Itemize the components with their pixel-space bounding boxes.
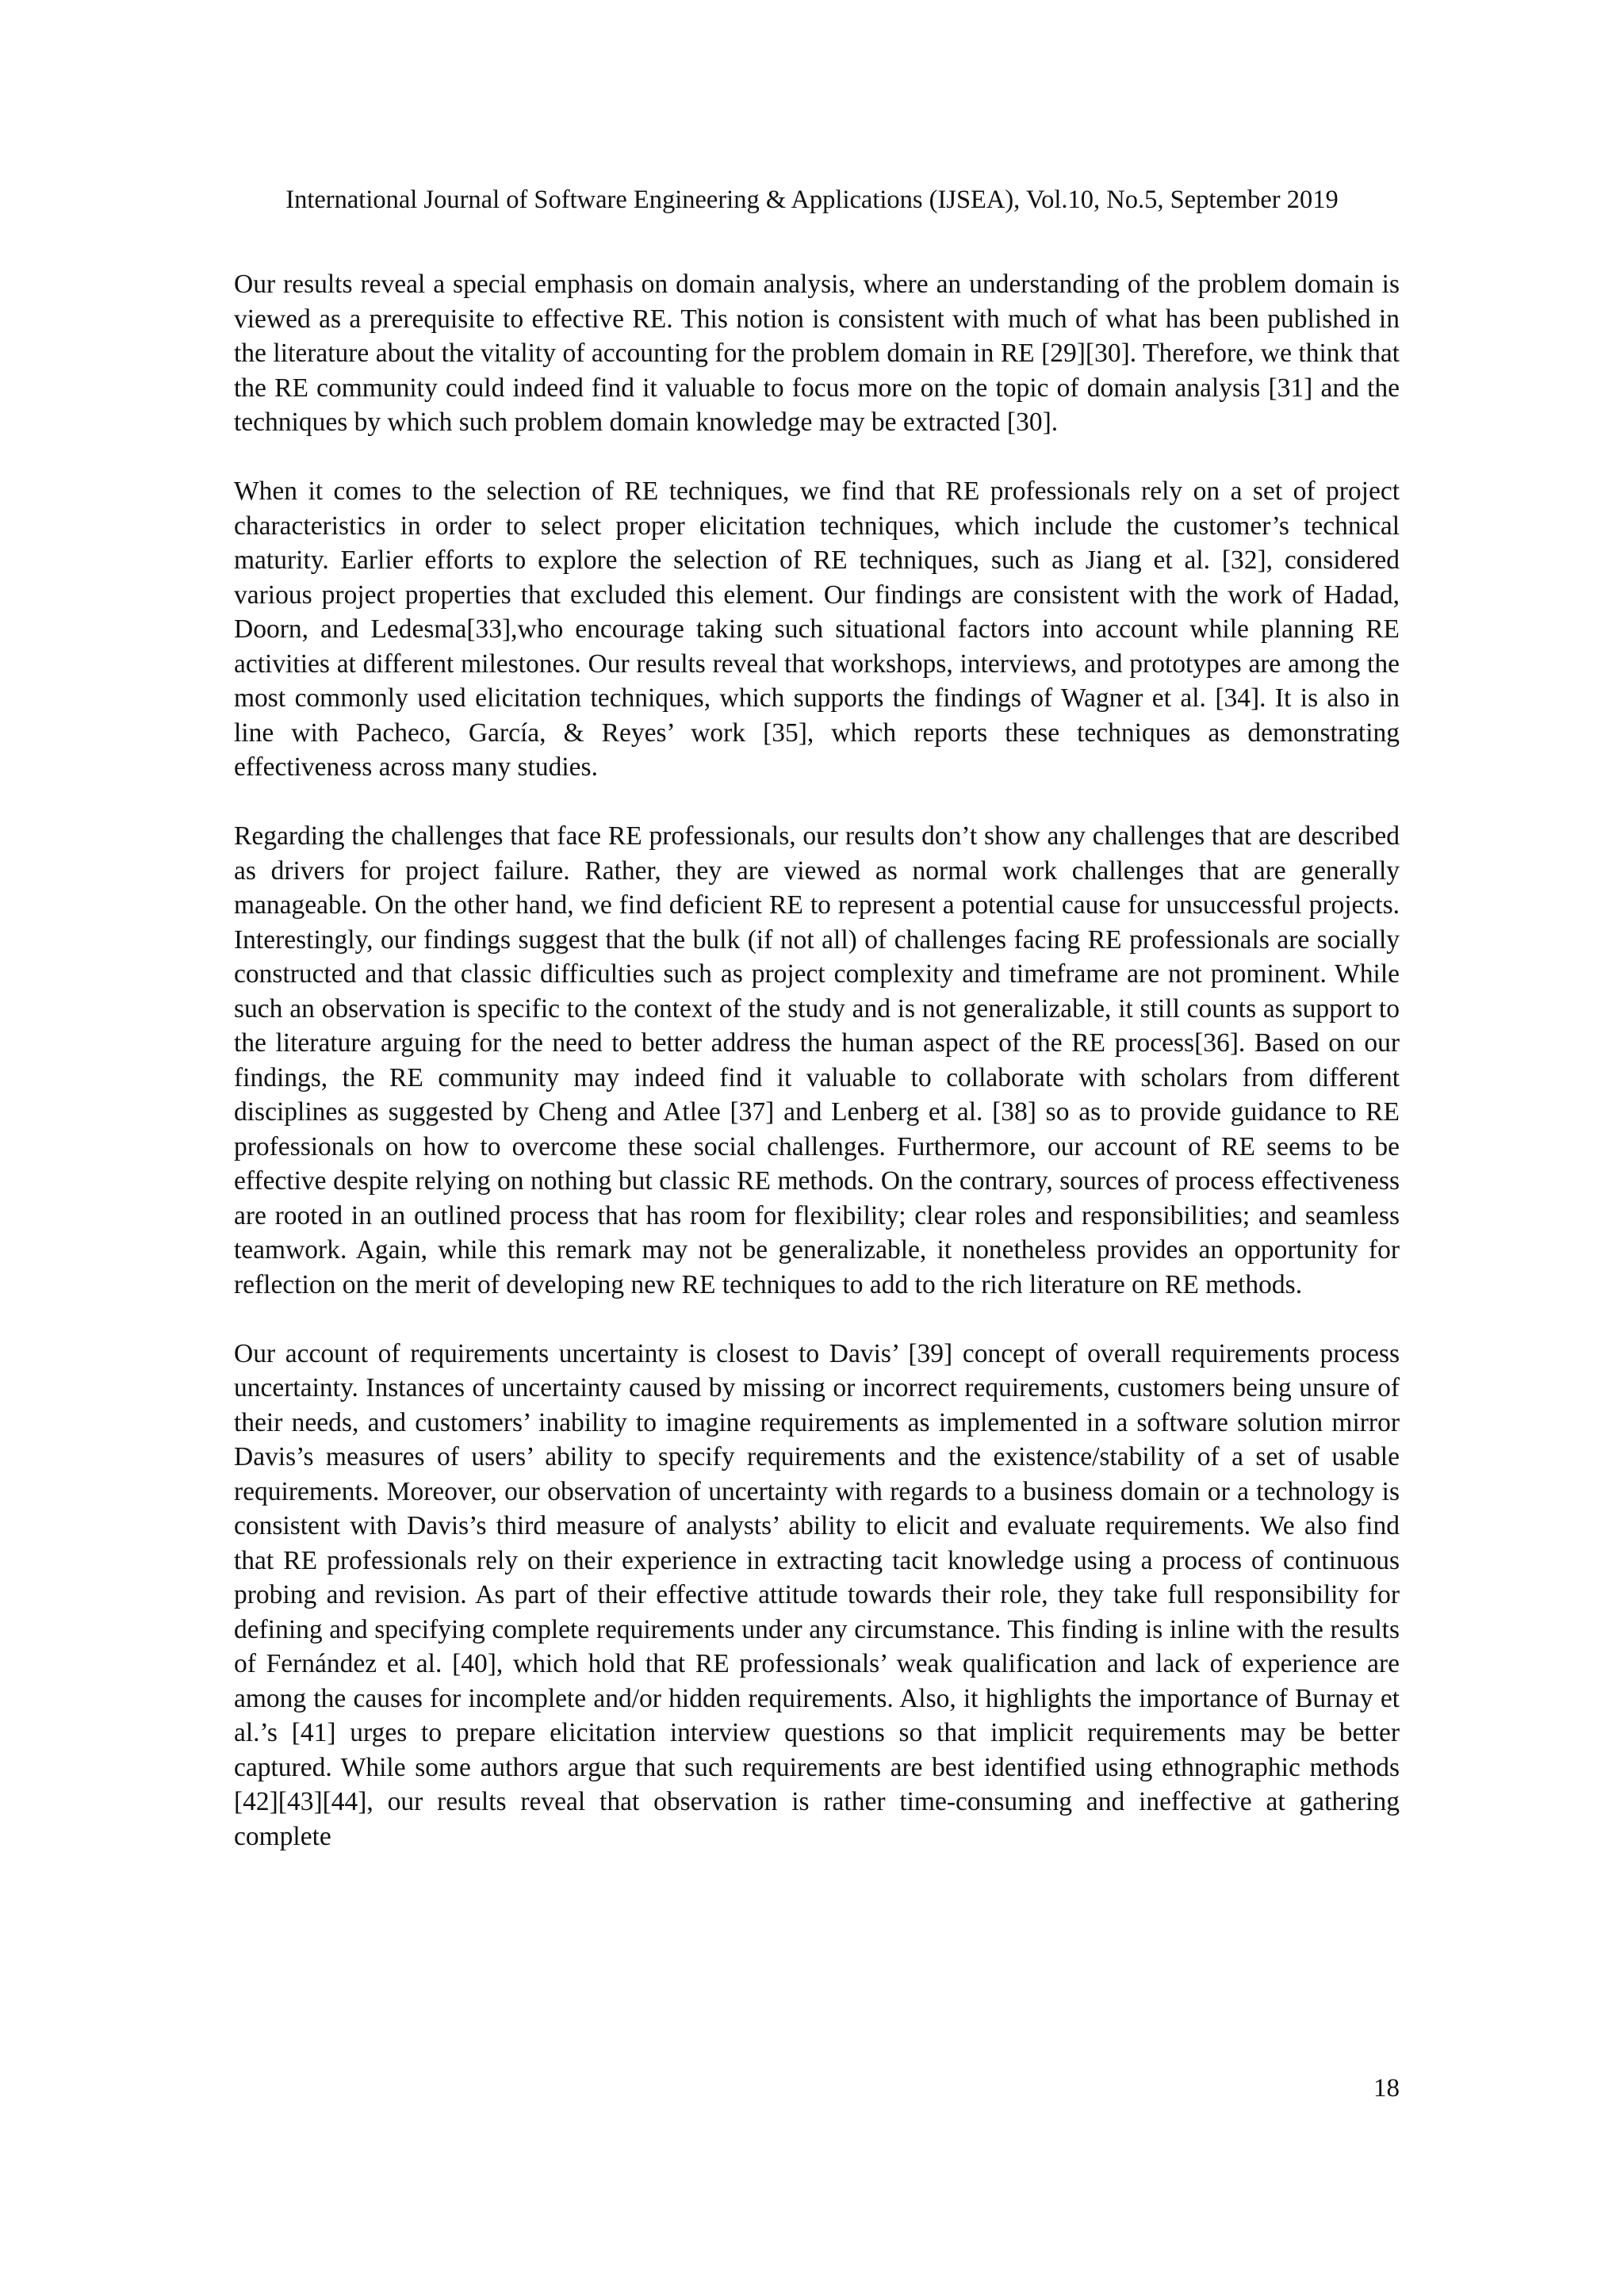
paragraph-re-challenges: Regarding the challenges that face RE professionals, our results don’t show any challenges that are described as drivers for project failure. Rather, they are viewed as normal work challenges that are generally manageable. On the other hand, we find deficient RE to represent a potential cause for unsuccessful projects. Interestingly, our findings suggest that the bulk (if not all) of challenges facing RE professionals are socially constructed and that classic difficulties such as project complexity and timeframe are not prominent. While such an observation is specific to the context of the study and is not generalizable, it still counts as support to the literature arguing for the need to better address the human aspect of the RE process[36]. Based on our findings, the RE community may indeed find it valuable to collaborate with scholars from different disciplines as suggested by Cheng and Atlee [37] and Lenberg et al. [38] so as to provide guidance to RE professionals on how to overcome these social challenges. Furthermore, our account of RE seems to be effective despite relying on nothing but classic RE methods. On the contrary, sources of process effectiveness are rooted in an outlined process that has room for flexibility; clear roles and responsibilities; and seamless teamwork. Again, while this remark may not be generalizable, it nonetheless provides an opportunity for reflection on the merit of developing new RE techniques to add to the rich literature on RE methods. (234, 821, 1400, 1299)
paragraph-domain-analysis: Our results reveal a special emphasis on domain analysis, where an understanding of the problem domain is viewed as a prerequisite to effective RE. This notion is consistent with much of what has been published in the literature about the vitality of accounting for the problem domain in RE [29][30]. Therefore, we think that the RE community could indeed find it valuable to focus more on the topic of domain analysis [31] and the techniques by which such problem domain knowledge may be extracted [30]. (234, 270, 1400, 437)
paragraph-re-techniques: When it comes to the selection of RE techniques, we find that RE professionals rely on a set of project characteristics in order to select proper elicitation techniques, which include the customer’s technical maturity. Earlier efforts to explore the selection of RE techniques, such as Jiang et al. [32], considered various project properties that excluded this element. Our findings are consistent with the work of Hadad, Doorn, and Ledesma[33],who encourage taking such situational factors into account while planning RE activities at different milestones. Our results reveal that workshops, interviews, and prototypes are among the most commonly used elicitation techniques, which supports the findings of Wagner et al. [34]. It is also in line with Pacheco, García, & Reyes’ work [35], which reports these techniques as demonstrating effectiveness across many studies. (234, 476, 1400, 782)
body-text (234, 267, 1400, 1854)
page-number: 18 (1373, 2074, 1400, 2103)
running-header: International Journal of Software Engineering & Applications (IJSEA), Vol.10, No.5, September 2019 (285, 186, 1339, 214)
paragraph-requirements-uncertainty: Our account of requirements uncertainty is closest to Davis’ [39] concept of overall requirements process uncertainty. Instances of uncertainty caused by missing or incorrect requirements, customers being unsure of their needs, and customers’ inability to imagine requirements as implemented in a software solution mirror Davis’s measures of users’ ability to specify requirements and the existence/stability of a set of usable requirements. Moreover, our observation of uncertainty with regards to a business domain or a technology is consistent with Davis’s third measure of analysts’ ability to elicit and evaluate requirements. We also find that RE professionals rely on their experience in extracting tacit knowledge using a process of continuous probing and revision. As part of their effective attitude towards their role, they take full responsibility for defining and specifying complete requirements under any circumstance. This finding is inline with the results of Fernández et al. [40], which hold that RE professionals’ weak qualification and lack of experience are among the causes for incomplete and/or hidden requirements. Also, it highlights the importance of Burnay et al.’s [41] urges to prepare elicitation interview questions so that implicit requirements may be better captured. While some authors argue that such requirements are best identified using ethnographic methods [42][43][44], our results reveal that observation is rather time-consuming and ineffective at gathering complete (234, 1338, 1400, 1851)
